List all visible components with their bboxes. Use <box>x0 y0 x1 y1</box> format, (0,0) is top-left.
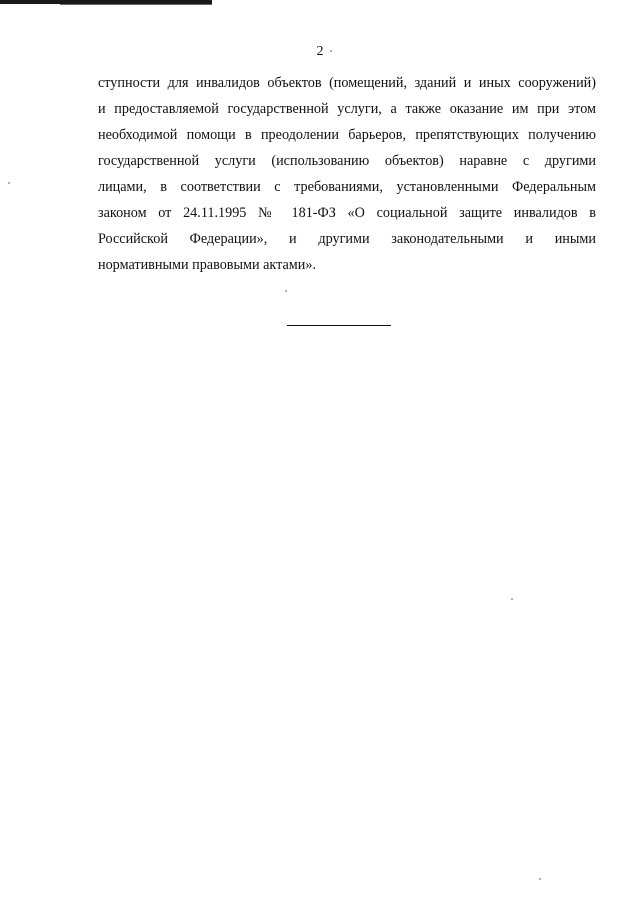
text-line: и предоставляемой государственной услуги, а также оказание им при этом <box>98 101 596 117</box>
text-line: Российской Федерации», и другими законодательными и иными <box>98 231 596 247</box>
text-line: лицами, в соответствии с требованиями, установленными Федеральным <box>98 179 596 195</box>
scan-speck <box>8 182 10 184</box>
text-line: ступности для инвалидов объектов (помещений, зданий и иных сооружений) <box>98 75 596 91</box>
page-number: 2 <box>316 44 324 59</box>
text-line: законом от 24.11.1995 № 181-ФЗ «О социальной защите инвалидов в <box>98 205 596 221</box>
scan-edge-mark <box>0 0 212 4</box>
end-of-text-rule <box>287 325 391 327</box>
text-line: государственной услуги (использованию объектов) наравне с другими <box>98 153 596 169</box>
scan-speck <box>330 50 332 52</box>
scan-speck <box>511 598 513 600</box>
body-paragraph <box>98 70 596 278</box>
scan-speck <box>285 290 287 292</box>
text-line: нормативными правовыми актами». <box>98 257 317 273</box>
scan-speck <box>539 878 541 880</box>
text-line: необходимой помощи в преодолении барьеров, препятствующих получению <box>98 127 596 143</box>
